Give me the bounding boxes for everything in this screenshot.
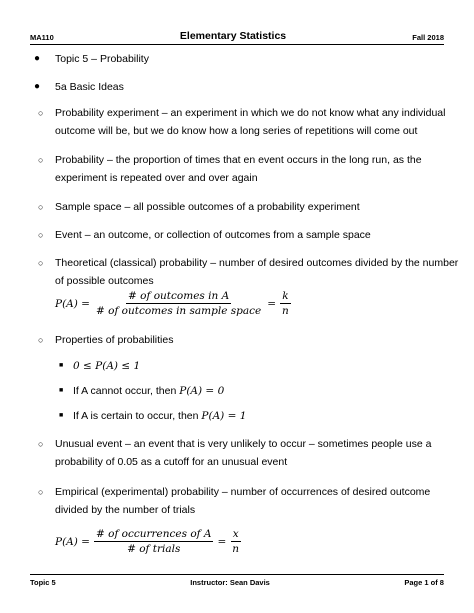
square-bullet-icon: ■ xyxy=(59,362,64,369)
unusual-line2: probability of 0.05 as a cutoff for an unusual event xyxy=(55,456,288,468)
circle-bullet-icon: ○ xyxy=(38,202,44,212)
property-impossible-text: If A cannot occur, then xyxy=(73,385,177,397)
circle-bullet-icon: ○ xyxy=(38,439,44,449)
page-header xyxy=(30,30,444,45)
bullet-icon: ● xyxy=(34,53,41,64)
term: Fall 2018 xyxy=(412,33,444,42)
properties-heading: Properties of probabilities xyxy=(55,334,174,346)
formula-denominator: # of trials xyxy=(127,543,181,555)
empirical-formula xyxy=(55,528,241,555)
event-text: Event – an outcome, or collection of outcomes from a sample space xyxy=(55,229,371,241)
property-certain xyxy=(73,409,246,423)
formula-fraction-simple xyxy=(230,528,241,555)
experiment-line2: outcome will be, but we do know how a long series of repetitions will come out xyxy=(55,125,418,137)
course-code: MA110 xyxy=(30,33,54,42)
circle-bullet-icon: ○ xyxy=(38,155,44,165)
property-impossible-math: P(A) = 0 xyxy=(179,385,225,397)
footer-page-number: Page 1 of 8 xyxy=(404,578,444,587)
theoretical-line2: of possible outcomes xyxy=(55,275,154,287)
footer-topic: Topic 5 xyxy=(30,578,56,587)
formula-numerator: # of occurrences of A xyxy=(95,528,212,540)
circle-bullet-icon: ○ xyxy=(38,108,44,118)
circle-bullet-icon: ○ xyxy=(38,230,44,240)
formula-denominator-n: n xyxy=(232,543,240,555)
probability-line1: Probability – the proportion of times that en event occurs in the long run, as the xyxy=(55,154,422,166)
formula-denominator-n: n xyxy=(282,305,289,317)
circle-bullet-icon: ○ xyxy=(38,258,44,268)
formula-numerator: # of outcomes in A xyxy=(128,290,230,302)
formula-numerator-k: k xyxy=(282,290,289,302)
empirical-line2: divided by the number of trials xyxy=(55,504,196,516)
formula-denominator: # of outcomes in sample space xyxy=(95,305,262,317)
square-bullet-icon: ■ xyxy=(59,412,64,419)
sample-space-text: Sample space – all possible outcomes of a probability experiment xyxy=(55,201,360,213)
formula-equals: = xyxy=(267,297,277,310)
square-bullet-icon: ■ xyxy=(59,387,64,394)
property-range: 0 ≤ P(A) ≤ 1 xyxy=(73,360,141,372)
formula-fraction xyxy=(94,290,263,317)
experiment-line1: Probability experiment – an experiment in which we do not know what any individual xyxy=(55,107,446,119)
property-certain-math: P(A) = 1 xyxy=(201,410,247,422)
circle-bullet-icon: ○ xyxy=(38,487,44,497)
property-impossible xyxy=(73,384,224,398)
formula-equals: = xyxy=(217,535,227,548)
bullet-icon: ● xyxy=(34,81,41,92)
footer-instructor: Instructor: Sean Davis xyxy=(190,578,270,587)
formula-lhs: P(A) = xyxy=(55,535,90,548)
topic-heading: Topic 5 – Probability xyxy=(55,53,149,65)
theoretical-line1: Theoretical (classical) probability – number of desired outcomes divided by the number xyxy=(55,257,459,269)
property-certain-text: If A is certain to occur, then xyxy=(73,410,199,422)
formula-numerator-x: x xyxy=(232,528,239,540)
probability-line2: experiment is repeated over and over again xyxy=(55,172,258,184)
formula-lhs: P(A) = xyxy=(55,297,90,310)
circle-bullet-icon: ○ xyxy=(38,335,44,345)
empirical-line1: Empirical (experimental) probability – number of occurrences of desired outcome xyxy=(55,486,431,498)
theoretical-formula xyxy=(55,290,291,317)
formula-fraction xyxy=(94,528,214,555)
formula-fraction-simple xyxy=(280,290,291,317)
page-footer xyxy=(30,574,444,587)
unusual-line1: Unusual event – an event that is very unlikely to occur – sometimes people use a xyxy=(55,438,432,450)
document-title: Elementary Statistics xyxy=(179,30,287,42)
section-heading: 5a Basic Ideas xyxy=(55,81,124,93)
